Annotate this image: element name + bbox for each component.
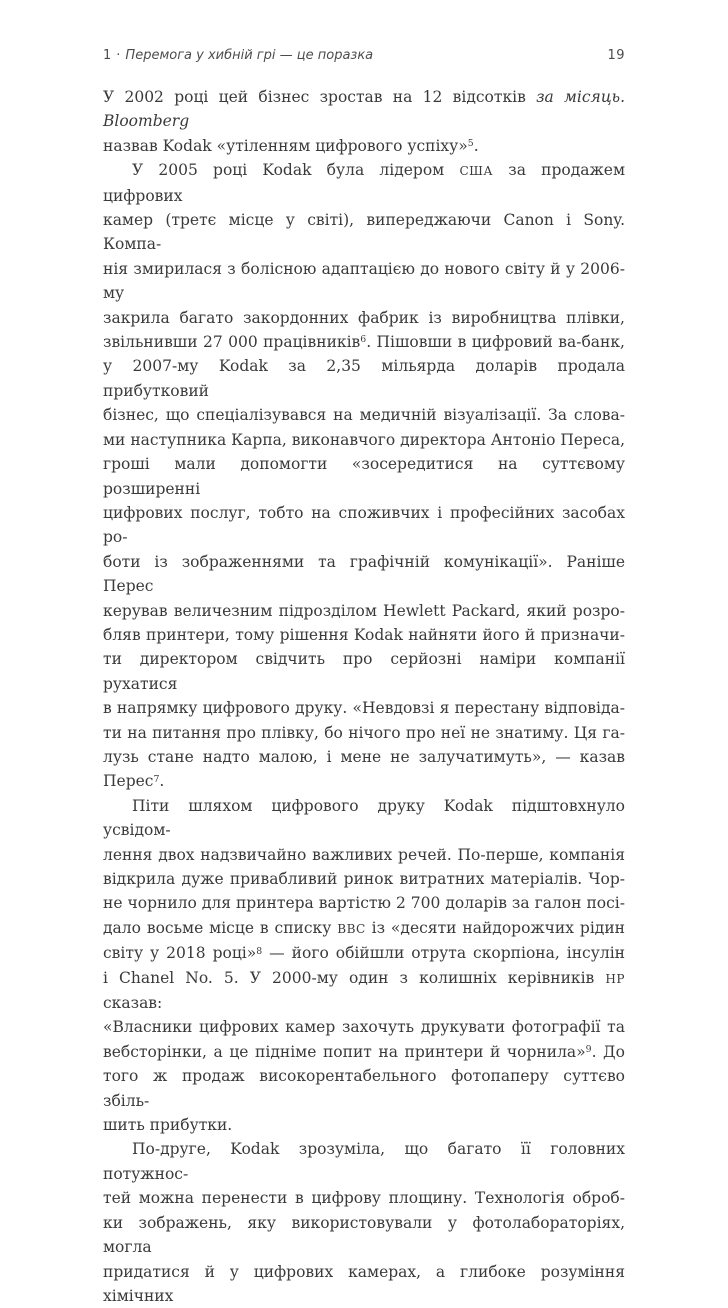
text-line: шить прибутки. [103,1113,625,1137]
chapter-title: Перемога у хибній грі — це поразка [125,48,373,63]
text-line: закрила багато закордонних фабрик із виробництва плівки, [103,306,625,330]
text-line: тей можна перенести в цифрову площину. Технологія оброб- [103,1186,625,1210]
text-line: нія змирилася з болісною адаптацією до нового світу й у 2006-му [103,257,625,306]
text-line: звільнивши 27 000 працівників$^6$. Пішовши в цифровий ва-банк, [103,330,625,354]
text-line: У 2005 році Kodak була лідером США за продажем цифрових [103,158,625,208]
text-line: ки зображень, яку використовували у фотолабораторіях, могла [103,1211,625,1260]
text-line: придатися й у цифрових камерах, а глибоке розуміння хімічних [103,1260,625,1308]
text-line: ми наступника Карпа, виконавчого директора Антоніо Переса, [103,428,625,452]
text-line: у 2007-му Kodak за 2,35 мільярда доларів продала прибутковий [103,354,625,403]
text-line: назвав Kodak «утіленням цифрового успіху»$^5$. [103,134,625,158]
text-line: лення двох надзвичайно важливих речей. По-перше, компанія [103,843,625,867]
text-line: вебсторінки, а це підніме попит на принтери й чорнила»$^9$. До [103,1040,625,1064]
page-body [103,85,625,1308]
text-line: бляв принтери, тому рішення Kodak найняти його й призначи- [103,623,625,647]
text-line: в напрямку цифрового друку. «Невдовзі я перестану відповіда- [103,696,625,720]
text-line: відкрила дуже привабливий ринок витратних матеріалів. Чор- [103,867,625,891]
text-line: керував величезним підрозділом Hewlett Packard, який розро- [103,599,625,623]
running-header-left [103,47,373,65]
text-line: світу у 2018 році»$^8$ — його обійшли отрута скорпіона, інсулін [103,941,625,965]
page-number: 19 [607,47,625,65]
text-line: лузь стане надто малою, і мене не залучатимуть», — казав Перес$^7$. [103,745,625,794]
text-line: Піти шляхом цифрового друку Kodak підштовхнуло усвідом- [103,794,625,843]
text-line: дало восьме місце в списку ВВС із «десяти найдорожчих рідин [103,916,625,941]
running-header [103,47,625,65]
text-line: гроші мали допомогти «зосередитися на суттєвому розширенні [103,452,625,501]
text-line: У 2002 році цей бізнес зростав на 12 відсотків за місяць. Bloomberg [103,85,625,134]
text-line: бізнес, що спеціалізувався на медичній візуалізації. За слова- [103,403,625,427]
text-line: По-друге, Kodak зрозуміла, що багато її головних потужнос- [103,1137,625,1186]
text-line: ти директором свідчить про серйозні наміри компанії рухатися [103,647,625,696]
text-line: того ж продаж високорентабельного фотопаперу суттєво збіль- [103,1064,625,1113]
text-block [103,47,625,1308]
text-line: не чорнило для принтера вартістю 2 700 доларів за галон посі- [103,891,625,915]
text-line: ти на питання про плівку, бо нічого про неї не знатиму. Ця га- [103,721,625,745]
chapter-number: 1 [103,48,111,63]
text-line: боти із зображеннями та графічній комунікації». Раніше Перес [103,550,625,599]
text-line: і Chanel No. 5. У 2000-му один з колишніх керівників НР сказав: [103,966,625,1016]
text-line: «Власники цифрових камер захочуть друкувати фотографії та [103,1015,625,1039]
text-line: камер (третє місце у світі), випереджаючи Canon і Sony. Компа- [103,208,625,257]
text-line: цифрових послуг, тобто на споживчих і професійних засобах ро- [103,501,625,550]
header-separator: · [116,48,120,63]
